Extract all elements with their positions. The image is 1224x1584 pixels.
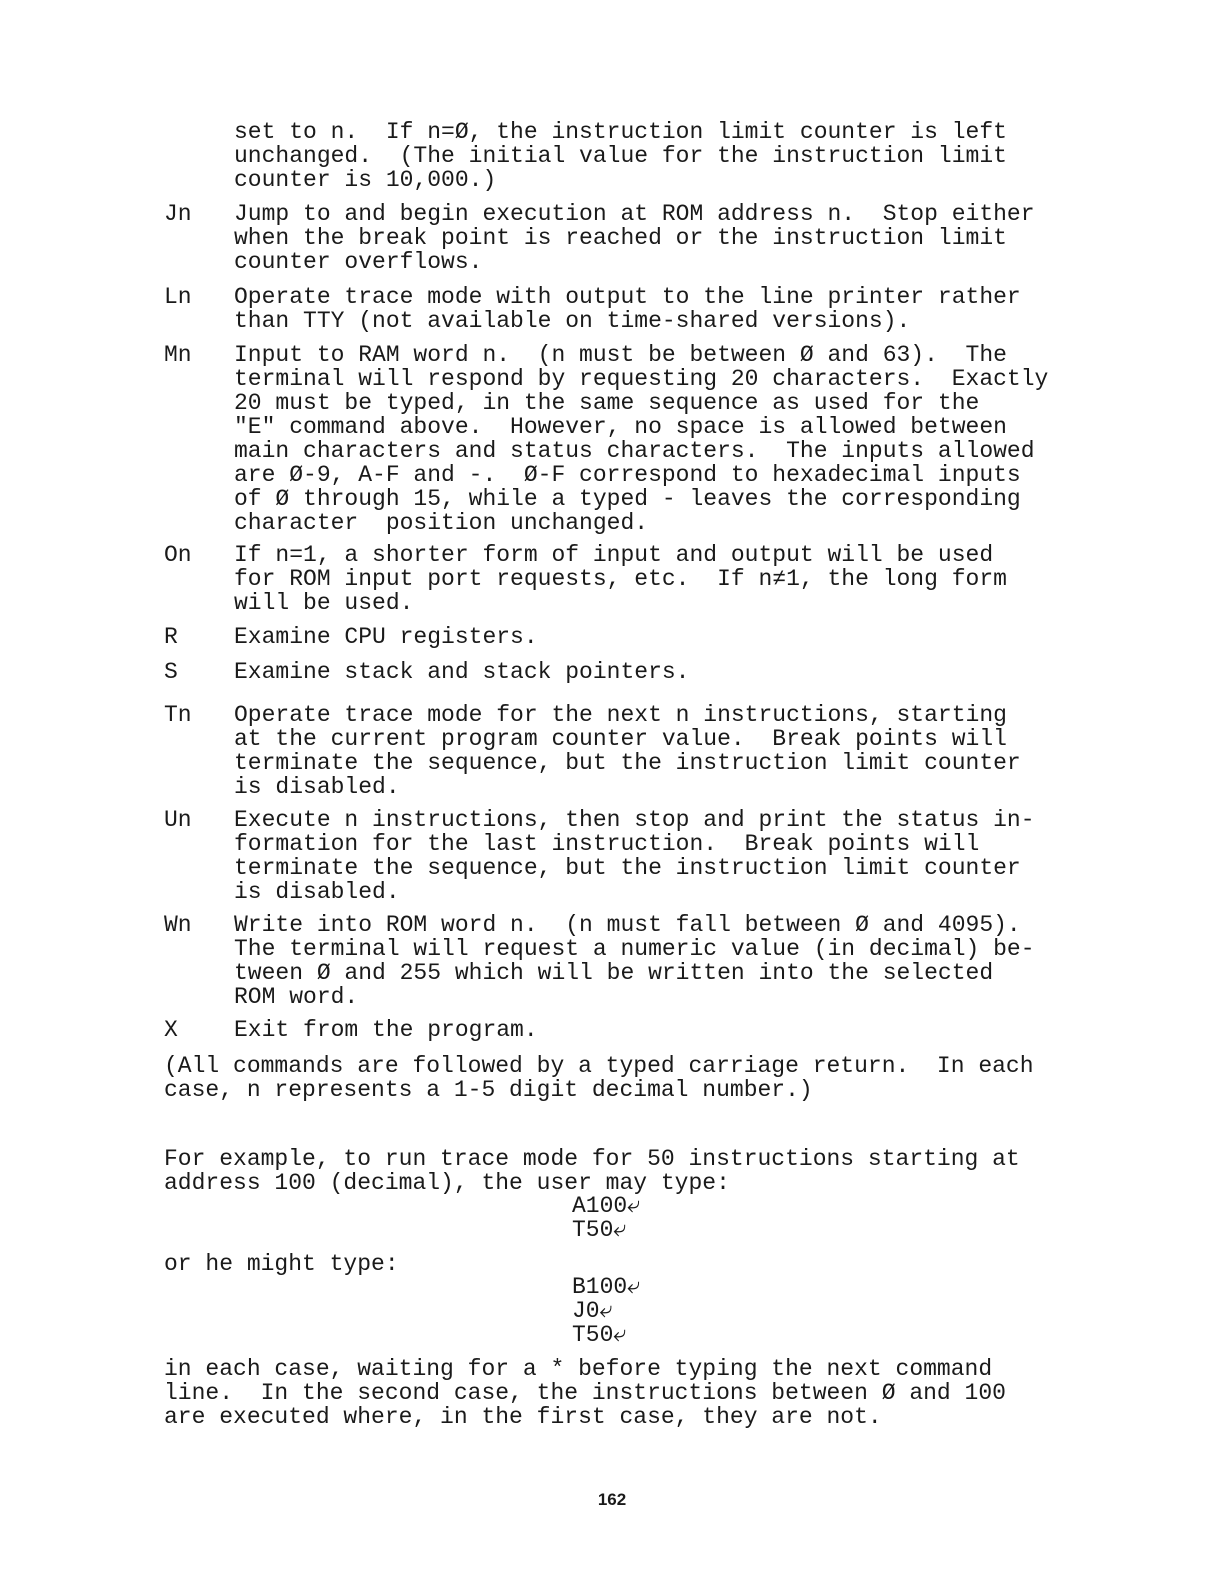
text-line: unchanged. (The initial value for the instruction limit xyxy=(234,143,1007,169)
command-description xyxy=(234,543,1094,615)
text-line: tween Ø and 255 which will be written into the selected xyxy=(234,960,994,986)
text-line: Examine CPU registers. xyxy=(234,624,538,650)
text-line: set to n. If n=Ø, the instruction limit counter is left xyxy=(234,119,1007,145)
command-code: Mn xyxy=(164,342,192,368)
example-intro-paragraph xyxy=(164,1147,1020,1195)
text-line: is disabled. xyxy=(234,774,400,800)
text-line: Write into ROM word n. (n must fall between Ø and 4095). xyxy=(234,912,1021,938)
command-code: Jn xyxy=(164,201,192,227)
text-line: main characters and status characters. The inputs allowed xyxy=(234,438,1035,464)
text-line: for ROM input port requests, etc. If n≠1, the long form xyxy=(234,566,1007,592)
command-code: Ln xyxy=(164,284,192,310)
text-line: For example, to run trace mode for 50 instructions starting at xyxy=(164,1146,1020,1172)
text-line: Execute n instructions, then stop and print the status in- xyxy=(234,807,1035,833)
example-command-line: J0⤶ xyxy=(572,1298,613,1324)
note-paragraph xyxy=(164,1054,1034,1102)
command-code: On xyxy=(164,542,192,568)
text-line: Exit from the program. xyxy=(234,1017,538,1043)
intro-paragraph xyxy=(234,120,1007,192)
text-line: The terminal will request a numeric value (in decimal) be- xyxy=(234,936,1035,962)
text-line: than TTY (not available on time-shared versions). xyxy=(234,308,911,334)
command-description xyxy=(234,913,1094,1009)
command-code: S xyxy=(164,659,178,685)
text-line: ROM word. xyxy=(234,984,359,1010)
command-code: Un xyxy=(164,807,192,833)
text-line: Operate trace mode for the next n instructions, starting xyxy=(234,702,1007,728)
text-line: Input to RAM word n. (n must be between Ø and 63). The xyxy=(234,342,1007,368)
text-line: terminate the sequence, but the instruction limit counter xyxy=(234,855,1021,881)
command-code: Tn xyxy=(164,702,192,728)
example-command-line: T50⤶ xyxy=(572,1217,627,1243)
text-line: "E" command above. However, no space is allowed between xyxy=(234,414,1007,440)
example-command-line: B100⤶ xyxy=(572,1274,641,1300)
command-code: Wn xyxy=(164,912,192,938)
text-line: when the break point is reached or the instruction limit xyxy=(234,225,1007,251)
command-code: R xyxy=(164,624,178,650)
text-line: 20 must be typed, in the same sequence as used for the xyxy=(234,390,980,416)
text-line: in each case, waiting for a * before typing the next command xyxy=(164,1356,993,1382)
example-command-line: T50⤶ xyxy=(572,1322,627,1348)
text-line: line. In the second case, the instructions between Ø and 100 xyxy=(164,1380,1006,1406)
text-line: terminate the sequence, but the instruction limit counter xyxy=(234,750,1021,776)
text-line: (All commands are followed by a typed carriage return. In each xyxy=(164,1053,1034,1079)
text-line: formation for the last instruction. Break points will xyxy=(234,831,980,857)
text-line: case, n represents a 1-5 digit decimal number.) xyxy=(164,1077,813,1103)
text-line: will be used. xyxy=(234,590,414,616)
text-line: If n=1, a shorter form of input and output will be used xyxy=(234,542,994,568)
text-line: address 100 (decimal), the user may type: xyxy=(164,1170,730,1196)
text-line: counter is 10,000.) xyxy=(234,167,497,193)
text-line: character position unchanged. xyxy=(234,510,649,536)
page-number: 162 xyxy=(597,1490,627,1509)
command-description xyxy=(234,808,1094,904)
command-description xyxy=(234,660,1094,684)
command-description xyxy=(234,343,1094,535)
closing-paragraph xyxy=(164,1357,1006,1429)
text-line: is disabled. xyxy=(234,879,400,905)
text-line: Examine stack and stack pointers. xyxy=(234,659,690,685)
command-description xyxy=(234,202,1094,274)
text-line: terminal will respond by requesting 20 characters. Exactly xyxy=(234,366,1049,392)
command-description xyxy=(234,703,1094,799)
example-commands-1 xyxy=(572,1194,640,1242)
or-text: or he might type: xyxy=(164,1251,399,1277)
example-commands-2 xyxy=(572,1275,640,1347)
command-description xyxy=(234,1018,1094,1042)
example-command-line: A100⤶ xyxy=(572,1193,641,1219)
text-line: Operate trace mode with output to the line printer rather xyxy=(234,284,1021,310)
text-line: at the current program counter value. Break points will xyxy=(234,726,1007,752)
text-line: are Ø-9, A-F and -. Ø-F correspond to hexadecimal inputs xyxy=(234,462,1021,488)
text-line: of Ø through 15, while a typed - leaves the corresponding xyxy=(234,486,1021,512)
text-line: counter overflows. xyxy=(234,249,483,275)
text-line: Jump to and begin execution at ROM address n. Stop either xyxy=(234,201,1035,227)
text-line: are executed where, in the first case, they are not. xyxy=(164,1404,882,1430)
command-description xyxy=(234,625,1094,649)
command-description xyxy=(234,285,1094,333)
command-code: X xyxy=(164,1017,178,1043)
